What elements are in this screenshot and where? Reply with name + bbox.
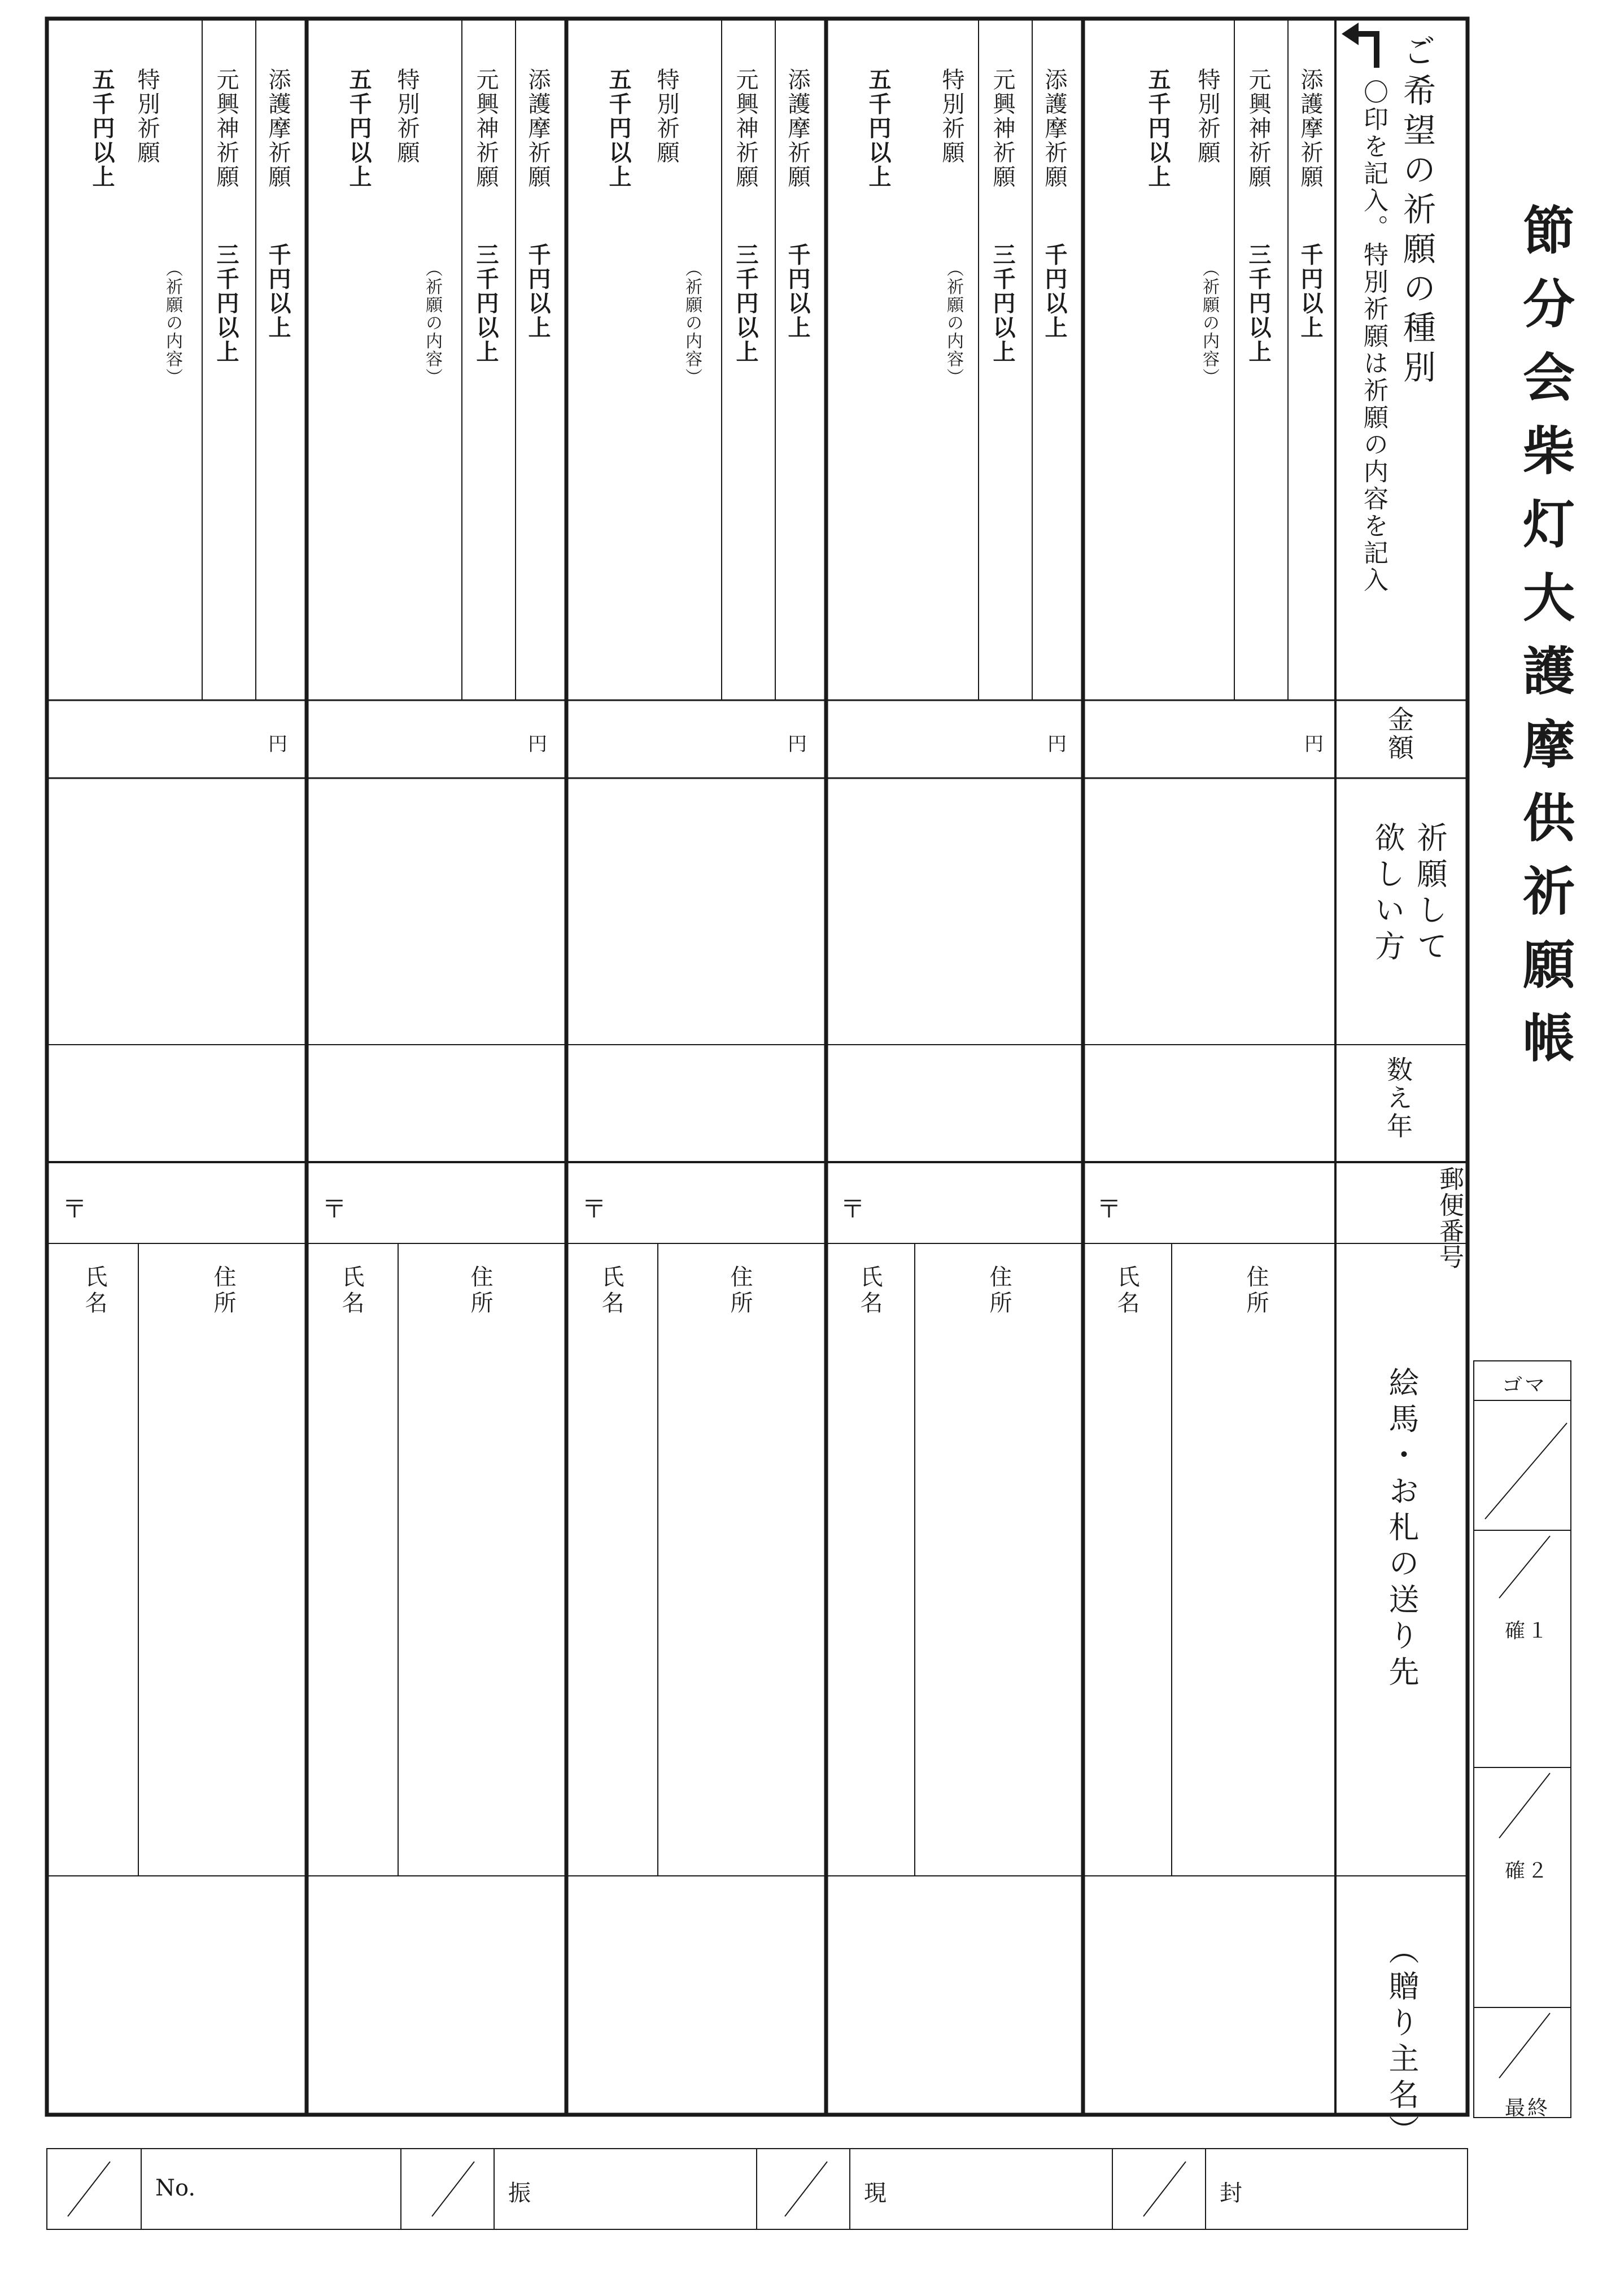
- option-tokubetsu: 特別祈願: [938, 68, 964, 165]
- form-title: 節分会柴灯大護摩供祈願帳: [1514, 203, 1575, 1084]
- address-label: 住所: [467, 1265, 493, 1317]
- arrow-head-icon: [1342, 23, 1359, 45]
- footer-no-label: No.: [155, 2175, 196, 2201]
- header-person-line2: 欲しい方: [1370, 822, 1405, 966]
- option-genko: 元興神祈願: [1245, 68, 1271, 189]
- option-content: （祈願の内容）: [682, 260, 702, 386]
- footer-fuu-label: 封: [1220, 2180, 1242, 2206]
- side-check1-label: 確１: [1505, 1620, 1551, 1643]
- option-genko-amount: 三千円以上: [989, 243, 1016, 364]
- name-label: 氏名: [338, 1265, 364, 1317]
- address-label: 住所: [1243, 1265, 1269, 1317]
- header-person-line1: 祈願して: [1412, 822, 1448, 966]
- option-tokubetsu-amount: 五千円以上: [346, 68, 372, 189]
- address-label: 住所: [210, 1265, 236, 1317]
- yen-label: 円: [528, 733, 547, 756]
- option-soe-goma: 添護摩祈願: [1041, 68, 1067, 189]
- postal-mark: 〒: [322, 1195, 347, 1224]
- option-tokubetsu: 特別祈願: [1194, 68, 1220, 165]
- name-label: 氏名: [1114, 1265, 1139, 1317]
- address-label: 住所: [727, 1265, 753, 1317]
- postal-mark: 〒: [582, 1195, 606, 1224]
- option-soe-goma: 添護摩祈願: [784, 68, 810, 189]
- option-genko-amount: 三千円以上: [473, 243, 499, 364]
- option-genko-amount: 三千円以上: [1245, 243, 1272, 364]
- option-tokubetsu-amount: 五千円以上: [1145, 68, 1171, 189]
- option-soe-goma-amount: 千円以上: [784, 243, 811, 340]
- postal-mark: 〒: [1097, 1195, 1121, 1224]
- footer-furi-label: 振: [508, 2180, 531, 2206]
- option-soe-goma: 添護摩祈願: [265, 68, 291, 189]
- option-genko: 元興神祈願: [989, 68, 1015, 189]
- yen-label: 円: [788, 733, 807, 756]
- option-soe-goma-amount: 千円以上: [525, 243, 551, 340]
- name-label: 氏名: [598, 1265, 624, 1317]
- name-label: 氏名: [857, 1265, 883, 1317]
- header-postal-cell: [1354, 1166, 1464, 1270]
- option-content: （祈願の内容）: [163, 260, 182, 386]
- postal-mark: 〒: [840, 1195, 865, 1224]
- option-soe-goma-amount: 千円以上: [265, 243, 291, 340]
- option-soe-goma-amount: 千円以上: [1041, 243, 1068, 340]
- side-check2-label: 確２: [1505, 1860, 1551, 1883]
- header-send-to: 絵馬・お札の送り先: [1384, 1367, 1420, 1692]
- option-tokubetsu-amount: 五千円以上: [605, 68, 632, 189]
- side-goma-label: ゴマ: [1502, 1374, 1548, 1397]
- option-tokubetsu: 特別祈願: [394, 68, 420, 165]
- option-soe-goma-amount: 千円以上: [1297, 243, 1324, 340]
- postal-mark: 〒: [62, 1195, 87, 1224]
- option-tokubetsu: 特別祈願: [653, 68, 679, 165]
- header-request-type: ご希望の祈願の種別: [1398, 34, 1436, 390]
- header-age: 数え年: [1383, 1056, 1413, 1141]
- option-content: （祈願の内容）: [1199, 260, 1219, 386]
- option-tokubetsu: 特別祈願: [134, 68, 160, 165]
- option-content: （祈願の内容）: [944, 260, 963, 386]
- yen-label: 円: [268, 733, 287, 756]
- option-soe-goma: 添護摩祈願: [525, 68, 551, 189]
- address-label: 住所: [986, 1265, 1012, 1317]
- option-genko: 元興神祈願: [213, 68, 239, 189]
- option-genko: 元興神祈願: [732, 68, 758, 189]
- yen-label: 円: [1304, 733, 1324, 756]
- option-tokubetsu-amount: 五千円以上: [89, 68, 115, 189]
- header-sender: （贈り主名）: [1384, 1934, 1420, 2151]
- name-label: 氏名: [81, 1265, 107, 1317]
- option-soe-goma: 添護摩祈願: [1297, 68, 1323, 189]
- header-instruction: 〇印を記入。特別祈願は祈願の内容を記入: [1359, 79, 1388, 594]
- side-final-label: 最終: [1505, 2097, 1551, 2120]
- header-postal: 郵便番号: [1435, 1166, 1464, 1270]
- option-genko-amount: 三千円以上: [732, 243, 759, 364]
- option-tokubetsu-amount: 五千円以上: [865, 68, 892, 189]
- header-amount: 金額: [1384, 706, 1414, 762]
- footer-gen-label: 現: [864, 2180, 887, 2206]
- yen-label: 円: [1047, 733, 1067, 756]
- option-genko-amount: 三千円以上: [213, 243, 239, 364]
- option-content: （祈願の内容）: [422, 260, 442, 386]
- option-genko: 元興神祈願: [473, 68, 499, 189]
